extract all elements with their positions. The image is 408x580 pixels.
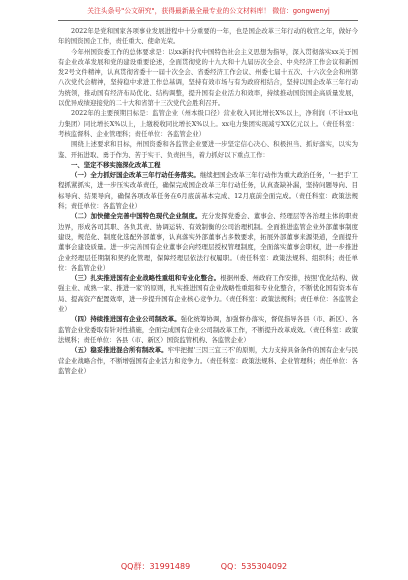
subsection-title: （三）扎实推进国有企业战略性重组和专业化整合。 [71,274,221,283]
header-divider [58,20,358,21]
contact-footer [0,560,408,574]
subsection-paragraph [58,345,358,376]
body-paragraph: 2022年的主要预期目标是：监管企业（州本级口径）营业收入同比增长X%以上，净利润（不计xx电力集团）同比增长X%以上，上缴税收同比增长X%以上。xx电力集团实现减亏XX亿元以上。（责任科室：考核监督科、企业管理科；责任单位：各监管企业） [58,109,358,138]
subsection-text: 继续把国企改革三年行动作为重大政治任务，'一把手'工程抓紧抓实，进一步压实改革责任，确保完成国企改革三年行动任务，认真查缺补漏，坚持问题导向、目标导向、结果导向，确保各项改革任务在6月底前基本完成、12月底前全面完成。（责任科室：政策法规科；责任单位：各监管企业） [58,171,359,211]
subsection-paragraph [58,314,358,345]
subsection-title: （五）稳妥推进混合所有制改革。 [71,346,168,355]
subsection-paragraph [58,273,358,314]
subsection-text: 牢牢把握'三因三宜三不'的原则，大力支持具备条件的国有企业与民营企业战略合作，不断增强国有企业活力和竞争力。（责任科室：政策法规科、企业管理科；责任单位：各监管企业） [58,346,358,375]
qq-number-text: QQ：535304092 [220,562,288,571]
qq-group-text: QQ群：31991489 [120,562,191,571]
subsection-title: （四）持续推进国有企业公司制改革。 [71,315,181,324]
body-paragraph: 2022年是党和国家各项事业发展进程中十分重要的一年，也是国企改革三年行动的收官之年，做好今年的国资国企工作，责任重大、使命光荣。 [58,27,358,46]
document-body [58,26,358,376]
subsection-title: （二）加快健全完善中国特色现代企业制度。 [71,212,202,221]
subsection-text: 充分发挥党委会、董事会、经理层等各治理主体的职责边界，形成各司其职、各负其责、协调运转、有效制衡的公司治理机制。全面推进监管企业外部董事制度建设，规范化、制度化选配外部董事，认真落实外部董事占多数要求，拓展外部董事来源渠道，全面提升董事会建设质量。进一步完善国有企业董事会向经理层授权管理制度，全面落实董事会职权，进一步推进企业经理层任期制和契约化管理，保障经理层依法行权履职。（责任科室：政策法规科、组织科；责任单位：各监管企业） [58,212,358,272]
subsection-text: 强化统筹协调，加强督办落实，督促指导各县（市、新区）、各监管企业党委取有针对性措施，全面完成国有企业公司制改革工作，不断提升改革成效。（责任科室：政策法规科；责任单位：各县（市、新区）国资监管机构、各监管企业） [58,315,358,344]
subsection-paragraph [58,211,358,273]
body-paragraph: 围绕上述要求和目标，州国资委和各监管企业要进一步坚定信心决心、积极担当、抓好落实，以实为鉴、开拓进取、勇于作为、苦于实干、负责担当，着力抓好以下重点工作： [58,140,358,159]
subsection-text: 根据州委、州政府工作安排，按照'优化结构、做强主业、成熟一家、推进一家'的原则，扎实推进国有企业战略性重组和专业化整合，不断优化国有资本布局、提高资产配置效率，进一步提升国有企业核心竞争力。（责任科室：政策法规科；责任单位：各监管企业） [58,274,359,314]
promo-header: 关注头条号"公文研究"，获得最新最全最专业的公文材料库！ 微信：gongwenyj [87,7,330,15]
section-heading: 一、坚定不移实施深化改革工程 [71,160,161,169]
subsection-title: （一）全力抓好国企改革三年行动任务落实。 [71,171,200,180]
subsection-paragraph [58,170,358,211]
body-paragraph: 今年州国资委工作的总体要求是：以xx新时代中国特色社会主义思想为指导，深入贯彻落实xx关于国有企业改革发展和党的建设重要论述，全面贯彻党的十九大和十九届历次全会、中央经济工作会议和新国发2号文件精神，认真贯彻省委十一届十次全会、省委经济工作会议、州委七届十五次、十六次全会和州第八次党代会精神，坚持稳中求进工作总基调，坚持有效市场与有为政府相结合，坚持以国企改革三年行动为统领，推动国有经济布局优化、结构调整，提升国有企业活力和效率，持续推动国资国企高质量发展，以优异成绩迎接党的二十大和省第十三次党代会胜利召开。 [58,47,358,108]
